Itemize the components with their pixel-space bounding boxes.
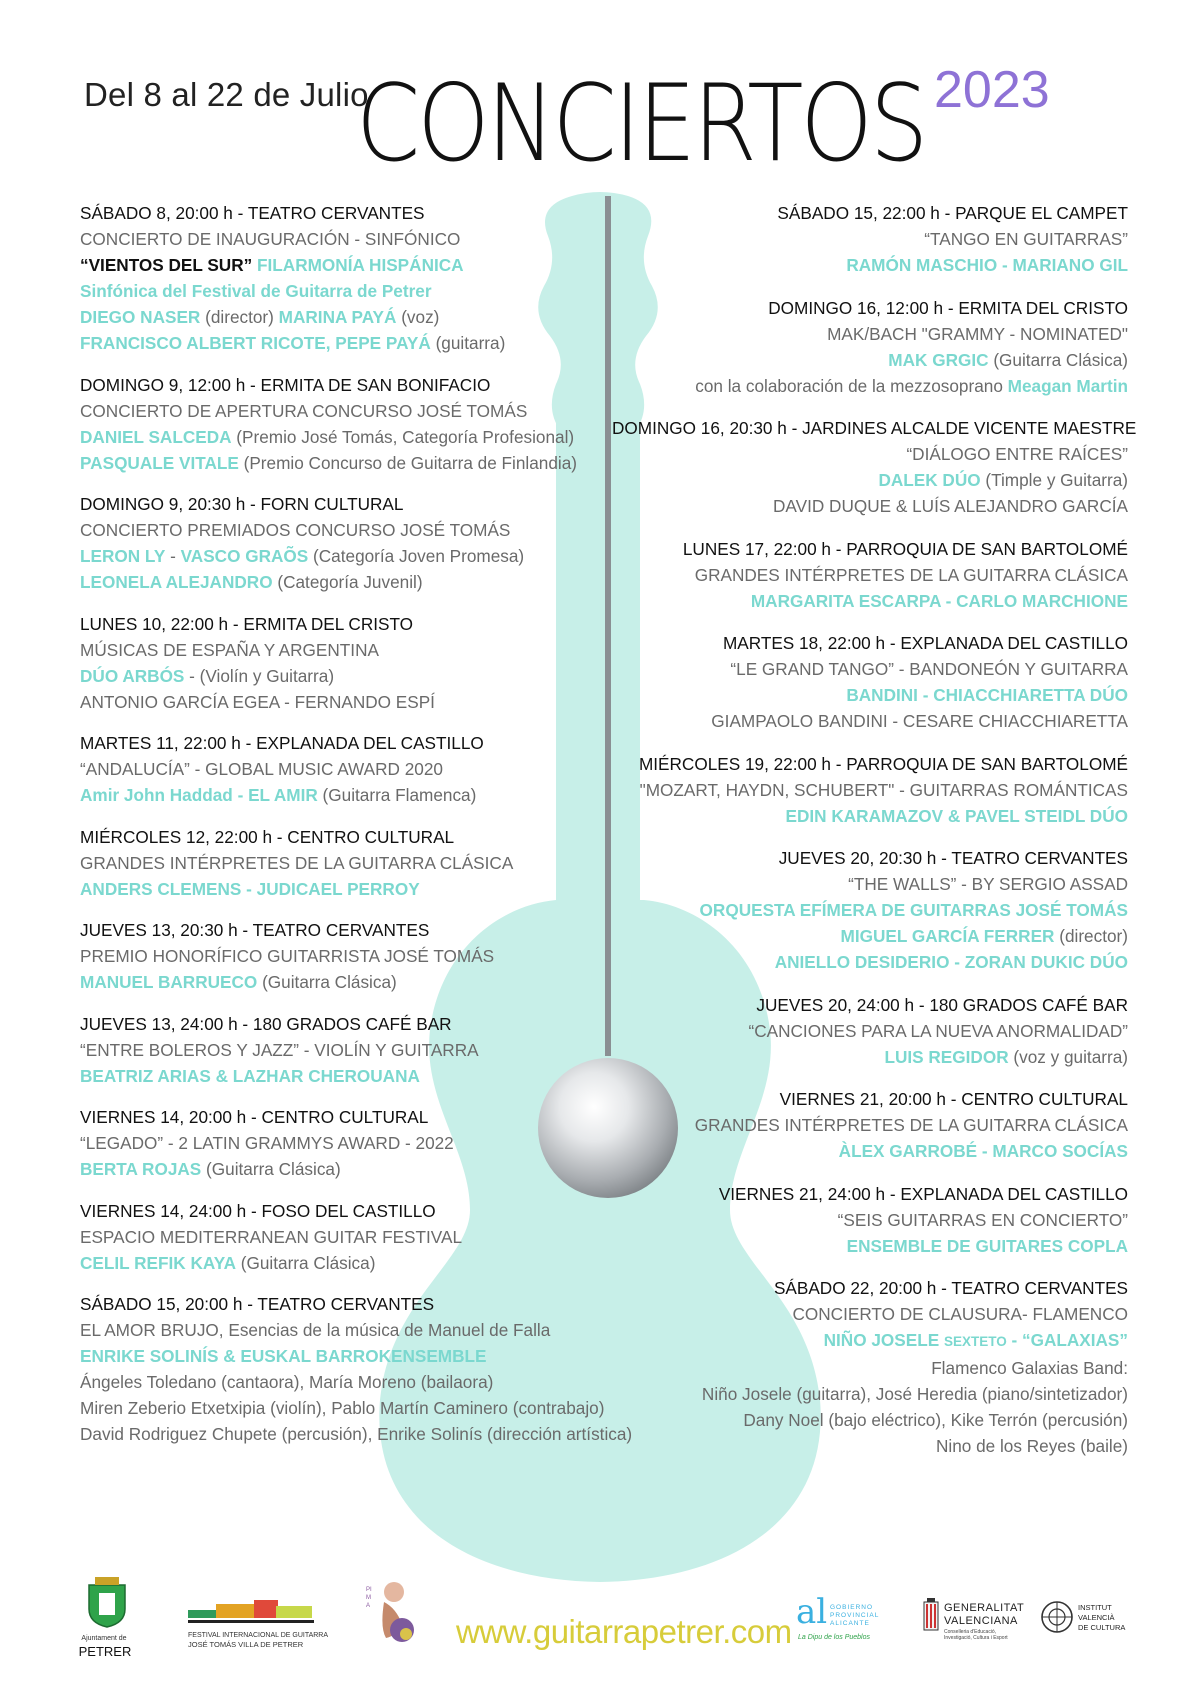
event-line bbox=[80, 1063, 600, 1089]
event-line bbox=[612, 871, 1128, 897]
performer-name: Sinfónica del Festival de Guitarra de Petrer bbox=[80, 281, 432, 301]
event-detail-text: “THE WALLS” - BY SERGIO ASSAD bbox=[848, 874, 1128, 894]
pima-logo bbox=[366, 1578, 416, 1648]
event-detail-text: GIAMPAOLO BANDINI - CESARE CHIACCHIARETTA bbox=[711, 711, 1128, 731]
event-detail-text: PREMIO HONORÍFICO GUITARRISTA JOSÉ TOMÁS bbox=[80, 946, 495, 966]
event-detail-text: “ANDALUCÍA” - GLOBAL MUSIC AWARD 2020 bbox=[80, 759, 443, 779]
generalitat-line3: Conselleria d'Educació, bbox=[944, 1629, 997, 1635]
event-detail-text: “ENTRE BOLEROS Y JAZZ” - VIOLÍN Y GUITARRA bbox=[80, 1039, 479, 1060]
performer-name: MAK GRGIC bbox=[888, 349, 989, 370]
festival-mark-icon bbox=[188, 1600, 314, 1626]
performer-name: ORQUESTA EFÍMERA DE GUITARRAS JOSÉ TOMÁS bbox=[699, 900, 1128, 920]
event-title-text: JUEVES 13, 20:30 h - TEATRO CERVANTES bbox=[80, 920, 430, 940]
performer-name: DÚO ARBÓS bbox=[80, 665, 185, 686]
event-block bbox=[612, 1086, 1128, 1164]
event-line bbox=[612, 708, 1128, 734]
event-title-text: MIÉRCOLES 19, 22:00 h - PARROQUIA DE SAN BARTOLOMÉ bbox=[638, 753, 1128, 774]
generalitat-line4: Investigació, Cultura i Esport bbox=[944, 1635, 1008, 1641]
event-heading bbox=[612, 1181, 1128, 1207]
event-detail-text: “SEIS GUITARRAS EN CONCIERTO” bbox=[837, 1209, 1128, 1230]
event-heading bbox=[80, 491, 600, 517]
event-detail-text: - (Violín y Guitarra) bbox=[184, 665, 335, 686]
event-line bbox=[80, 756, 600, 782]
event-detail-text: “CANCIONES PARA LA NUEVA ANORMALIDAD” bbox=[748, 1020, 1128, 1041]
diputacion-line3: ALICANTE bbox=[830, 1620, 870, 1627]
performer-name: BANDINI - CHIACCHIARETTA DÚO bbox=[846, 685, 1128, 705]
performer-name: DANIEL SALCEDA bbox=[80, 426, 232, 447]
event-block bbox=[612, 845, 1128, 975]
performer-name: ANDERS CLEMENS - JUDICAEL PERROY bbox=[80, 878, 420, 899]
events-left-column bbox=[80, 200, 633, 1447]
performer-name: - “GALAXIAS” bbox=[1006, 1330, 1128, 1350]
event-detail-text: (Categoría Joven Promesa) bbox=[308, 546, 525, 566]
event-line bbox=[80, 1395, 605, 1421]
event-heading bbox=[80, 1011, 600, 1037]
diputacion-line1: GOBIERNO bbox=[830, 1604, 874, 1611]
event-block bbox=[612, 415, 1137, 519]
performer-name: MARGARITA ESCARPA - CARLO MARCHIONE bbox=[750, 590, 1128, 611]
event-detail-text: Nino de los Reyes (baile) bbox=[935, 1436, 1128, 1456]
event-block bbox=[612, 751, 1128, 829]
event-line bbox=[80, 969, 600, 995]
ivc-line3: DE CULTURA bbox=[1078, 1623, 1126, 1632]
event-heading bbox=[80, 611, 600, 637]
ivc-line1: INSTITUT bbox=[1078, 1603, 1112, 1612]
performer-name: FRANCISCO ALBERT RICOTE, PEPE PAYÁ bbox=[80, 333, 431, 353]
event-heading bbox=[80, 824, 600, 850]
event-detail-text: Niño Josele (guitarra), José Heredia (piano/sintetizador) bbox=[701, 1384, 1128, 1404]
festival-logo-line2: JOSÉ TOMÁS VILLA DE PETRER bbox=[188, 1640, 304, 1649]
performer-name: VASCO GRAÕS bbox=[180, 546, 309, 566]
event-block bbox=[612, 1181, 1128, 1259]
event-heading bbox=[612, 415, 1137, 441]
event-line bbox=[80, 850, 600, 876]
event-detail-text: EL AMOR BRUJO, Esencias de la música de Manuel de Falla bbox=[80, 1320, 551, 1340]
event-line bbox=[612, 1355, 1128, 1381]
event-block bbox=[80, 1104, 600, 1182]
event-block bbox=[612, 1275, 1128, 1459]
event-line bbox=[612, 588, 1128, 614]
event-line bbox=[612, 1381, 1128, 1407]
event-block bbox=[80, 917, 600, 995]
event-line bbox=[612, 923, 1128, 949]
performer-name: NIÑO JOSELE bbox=[823, 1330, 944, 1350]
event-line bbox=[612, 373, 1128, 399]
petrer-logo-name: PETRER bbox=[78, 1644, 132, 1659]
event-title-text: JUEVES 20, 20:30 h - TEATRO CERVANTES bbox=[778, 848, 1128, 868]
event-title-text: “VIENTOS DEL SUR” bbox=[80, 255, 258, 275]
performer-name: ENRIKE SOLINÍS & EUSKAL BARROKENSEMBLE bbox=[80, 1346, 487, 1366]
event-title-text: SÁBADO 22, 20:00 h - TEATRO CERVANTES bbox=[773, 1278, 1128, 1298]
event-heading bbox=[612, 295, 1128, 321]
event-heading bbox=[80, 730, 600, 756]
ivc-circle-icon bbox=[1040, 1600, 1074, 1634]
performer-name: RAMÓN MASCHIO - MARIANO GIL bbox=[846, 255, 1128, 275]
event-block bbox=[612, 630, 1128, 734]
event-block bbox=[612, 536, 1128, 614]
performer-name: FILARMONÍA HISPÁNICA bbox=[257, 255, 464, 275]
event-detail-text: David Rodriguez Chupete (percusión), Enrike Solinís (dirección artística) bbox=[80, 1424, 633, 1444]
event-detail-text: Flamenco Galaxias Band: bbox=[931, 1358, 1128, 1378]
event-heading bbox=[612, 536, 1128, 562]
event-block bbox=[80, 372, 600, 476]
event-title-text: DOMINGO 16, 12:00 h - ERMITA DEL CRISTO bbox=[768, 297, 1128, 318]
event-line bbox=[612, 1407, 1128, 1433]
event-line bbox=[80, 1037, 600, 1063]
event-title-text: SÁBADO 15, 20:00 h - TEATRO CERVANTES bbox=[80, 1294, 435, 1314]
event-detail-text: “TANGO EN GUITARRAS” bbox=[924, 229, 1128, 249]
generalitat-line2: VALENCIANA bbox=[944, 1615, 1018, 1627]
event-line bbox=[80, 689, 600, 715]
event-detail-text: (Timple y Guitarra) bbox=[980, 470, 1128, 490]
event-block bbox=[80, 730, 600, 808]
event-line bbox=[612, 1301, 1128, 1327]
ivc-line2: VALENCIÀ bbox=[1078, 1613, 1115, 1622]
diputacion-tagline: La Dipu de los Pueblos bbox=[798, 1634, 870, 1641]
festival-logo bbox=[188, 1600, 329, 1649]
event-line bbox=[80, 943, 600, 969]
event-heading bbox=[80, 200, 600, 226]
event-heading bbox=[612, 992, 1128, 1018]
performer-name: BEATRIZ ARIAS & LAZHAR CHEROUANA bbox=[80, 1065, 420, 1086]
event-detail-text: “DIÁLOGO ENTRE RAÍCES” bbox=[906, 444, 1128, 464]
event-title-text: VIERNES 21, 24:00 h - EXPLANADA DEL CASTILLO bbox=[718, 1183, 1128, 1204]
event-title-text: LUNES 17, 22:00 h - PARROQUIA DE SAN BARTOLOMÉ bbox=[682, 538, 1128, 559]
event-line bbox=[612, 1044, 1128, 1070]
event-heading bbox=[612, 630, 1128, 656]
event-line bbox=[612, 777, 1128, 803]
event-line bbox=[612, 656, 1128, 682]
event-heading bbox=[80, 917, 600, 943]
event-detail-text: Miren Zeberio Etxetxipia (violín), Pablo Martín Caminero (contrabajo) bbox=[80, 1398, 605, 1418]
guitar-string bbox=[605, 196, 611, 1056]
event-line bbox=[80, 876, 600, 902]
event-line bbox=[80, 304, 600, 330]
event-title-text: VIERNES 14, 24:00 h - FOSO DEL CASTILLO bbox=[80, 1200, 436, 1221]
event-block bbox=[80, 1011, 600, 1089]
performer-name: SEXTETO bbox=[943, 1334, 1007, 1349]
event-detail-text: ESPACIO MEDITERRANEAN GUITAR FESTIVAL bbox=[80, 1226, 462, 1247]
event-title-text: MARTES 11, 22:00 h - EXPLANADA DEL CASTILLO bbox=[80, 733, 484, 753]
event-block bbox=[80, 491, 600, 595]
event-detail-text: “LE GRAND TANGO” - BANDONEÓN Y GUITARRA bbox=[730, 659, 1128, 679]
event-detail-text: Dany Noel (bajo eléctrico), Kike Terrón (percusión) bbox=[743, 1410, 1128, 1430]
event-line bbox=[612, 1207, 1128, 1233]
event-detail-text: (Guitarra Clásica) bbox=[988, 349, 1128, 370]
event-detail-text: (director) bbox=[200, 307, 279, 327]
performer-name: LEONELA ALEJANDRO bbox=[80, 572, 273, 592]
event-line bbox=[80, 450, 600, 476]
event-line bbox=[80, 782, 600, 808]
event-line bbox=[80, 543, 600, 569]
performer-name: BERTA ROJAS bbox=[80, 1159, 202, 1179]
event-line bbox=[80, 1250, 600, 1276]
event-detail-text: (Categoría Juvenil) bbox=[272, 572, 423, 592]
event-title-text: VIERNES 14, 20:00 h - CENTRO CULTURAL bbox=[80, 1107, 429, 1127]
event-block bbox=[612, 295, 1128, 399]
event-line bbox=[80, 252, 600, 278]
performer-name: Meagan Martin bbox=[1007, 375, 1128, 396]
generalitat-line1: GENERALITAT bbox=[944, 1602, 1025, 1614]
event-line bbox=[80, 637, 600, 663]
performer-name: MANUEL BARRUECO bbox=[80, 972, 258, 992]
event-title-text: SÁBADO 15, 22:00 h - PARQUE EL CAMPET bbox=[777, 203, 1128, 223]
event-line bbox=[80, 569, 600, 595]
event-line bbox=[612, 897, 1128, 923]
event-detail-text: (voz y guitarra) bbox=[1008, 1046, 1128, 1067]
diputacion-line2: PROVINCIAL bbox=[830, 1612, 880, 1619]
event-detail-text: DAVID DUQUE & LUÍS ALEJANDRO GARCÍA bbox=[773, 496, 1128, 516]
diputacion-mark: al bbox=[796, 1592, 828, 1632]
performer-name: EDIN KARAMAZOV & PAVEL STEIDL DÚO bbox=[785, 805, 1128, 826]
event-line bbox=[612, 493, 1128, 519]
event-detail-text: (Guitarra Flamenca) bbox=[317, 785, 477, 805]
event-detail-text: GRANDES INTÉRPRETES DE LA GUITARRA CLÁSICA bbox=[694, 564, 1128, 585]
event-line bbox=[612, 803, 1128, 829]
event-heading bbox=[80, 1291, 600, 1317]
generalitat-logo bbox=[922, 1598, 1032, 1648]
event-detail-text: GRANDES INTÉRPRETES DE LA GUITARRA CLÁSICA bbox=[694, 1115, 1128, 1135]
event-detail-text: GRANDES INTÉRPRETES DE LA GUITARRA CLÁSICA bbox=[80, 852, 514, 873]
event-line bbox=[612, 347, 1128, 373]
website-link[interactable]: www.guitarrapetrer.com bbox=[456, 1613, 792, 1650]
event-title-text: MARTES 18, 22:00 h - EXPLANADA DEL CASTILLO bbox=[722, 633, 1128, 653]
event-line bbox=[80, 398, 600, 424]
generalitat-crest-icon bbox=[922, 1598, 940, 1638]
event-line bbox=[612, 949, 1128, 975]
pima-logo-text: PIMA bbox=[366, 1587, 372, 1609]
event-line bbox=[80, 1130, 600, 1156]
event-heading bbox=[612, 200, 1128, 226]
event-line bbox=[80, 226, 600, 252]
event-line bbox=[80, 1369, 600, 1395]
event-detail-text: - bbox=[165, 546, 181, 566]
festival-logo-line1: FESTIVAL INTERNACIONAL DE GUITARRA bbox=[188, 1632, 329, 1639]
event-line bbox=[612, 1433, 1128, 1459]
event-line bbox=[612, 252, 1128, 278]
event-heading bbox=[612, 1275, 1128, 1301]
event-line bbox=[612, 1018, 1128, 1044]
event-title-text: VIERNES 21, 20:00 h - CENTRO CULTURAL bbox=[779, 1089, 1128, 1109]
performer-name: CELIL REFIK KAYA bbox=[80, 1252, 236, 1273]
event-block bbox=[612, 992, 1128, 1070]
event-line bbox=[80, 1317, 600, 1343]
event-title-text: DOMINGO 9, 12:00 h - ERMITA DE SAN BONIFACIO bbox=[80, 374, 491, 395]
event-detail-text: (Premio José Tomás, Categoría Profesional) bbox=[231, 426, 575, 447]
performer-name: MIGUEL GARCÍA FERRER bbox=[840, 926, 1055, 946]
event-heading bbox=[80, 372, 600, 398]
event-line bbox=[80, 424, 600, 450]
event-title-text: JUEVES 20, 24:00 h - 180 GRADOS CAFÉ BAR bbox=[756, 994, 1128, 1015]
event-line bbox=[80, 1421, 633, 1447]
event-block bbox=[80, 1198, 600, 1276]
diputacion-logo bbox=[796, 1592, 906, 1648]
event-line bbox=[80, 1156, 600, 1182]
event-line bbox=[80, 517, 600, 543]
event-title-text: DOMINGO 16, 20:30 h - JARDINES ALCALDE VICENTE MAESTRE bbox=[612, 418, 1137, 438]
event-title-text: DOMINGO 9, 20:30 h - FORN CULTURAL bbox=[80, 494, 404, 514]
event-detail-text: CONCIERTO DE CLAUSURA- FLAMENCO bbox=[792, 1304, 1128, 1324]
event-title-text: JUEVES 13, 24:00 h - 180 GRADOS CAFÉ BAR bbox=[80, 1013, 452, 1034]
festival-year: 2023 bbox=[934, 61, 1050, 119]
ivc-logo bbox=[1040, 1600, 1130, 1640]
event-detail-text: MÚSICAS DE ESPAÑA Y ARGENTINA bbox=[80, 639, 379, 660]
event-line bbox=[80, 330, 600, 356]
event-detail-text: ANTONIO GARCÍA EGEA - FERNANDO ESPÍ bbox=[80, 691, 435, 712]
performer-name: ANIELLO DESIDERIO - ZORAN DUKIC DÚO bbox=[774, 952, 1128, 972]
event-detail-text: (voz) bbox=[396, 307, 440, 327]
petrer-logo bbox=[80, 1575, 134, 1659]
event-heading bbox=[612, 845, 1128, 871]
performer-name: ENSEMBLE DE GUITARES COPLA bbox=[846, 1235, 1128, 1256]
event-line bbox=[612, 321, 1128, 347]
event-title-text: SÁBADO 8, 20:00 h - TEATRO CERVANTES bbox=[80, 203, 425, 223]
performer-name: DALEK DÚO bbox=[878, 470, 981, 490]
event-line bbox=[612, 1233, 1128, 1259]
performer-name: Amir John Haddad - EL AMIR bbox=[80, 785, 318, 805]
event-line bbox=[612, 1112, 1128, 1138]
date-range: Del 8 al 22 de Julio bbox=[84, 76, 369, 113]
performer-name: PASQUALE VITALE bbox=[80, 452, 239, 473]
performer-name: ÀLEX GARROBÉ - MARCO SOCÍAS bbox=[838, 1141, 1128, 1161]
event-line bbox=[612, 226, 1128, 252]
event-detail-text: MAK/BACH "GRAMMY - NOMINATED" bbox=[827, 323, 1128, 344]
performer-name: LERON LY bbox=[80, 546, 166, 566]
event-block bbox=[80, 1291, 633, 1447]
event-detail-text: "MOZART, HAYDN, SCHUBERT" - GUITARRAS ROMÁNTICAS bbox=[639, 779, 1128, 800]
event-heading bbox=[80, 1198, 600, 1224]
performer-name: LUIS REGIDOR bbox=[884, 1046, 1009, 1067]
event-detail-text: (guitarra) bbox=[430, 333, 506, 353]
event-detail-text: (Guitarra Clásica) bbox=[201, 1159, 341, 1179]
event-detail-text: “LEGADO” - 2 LATIN GRAMMYS AWARD - 2022 bbox=[80, 1133, 454, 1153]
event-heading bbox=[612, 751, 1128, 777]
event-detail-text: CONCIERTO DE APERTURA CONCURSO JOSÉ TOMÁS bbox=[80, 400, 528, 421]
events-right-column bbox=[612, 200, 1137, 1459]
event-block bbox=[80, 611, 600, 715]
event-line bbox=[612, 467, 1128, 493]
performer-name: DIEGO NASER bbox=[80, 307, 201, 327]
event-detail-text: con la colaboración de la mezzosoprano bbox=[695, 375, 1008, 396]
event-line bbox=[80, 1224, 600, 1250]
petrer-shield-icon bbox=[85, 1575, 129, 1629]
event-detail-text: CONCIERTO PREMIADOS CONCURSO JOSÉ TOMÁS bbox=[80, 520, 511, 540]
performer-name: MARINA PAYÁ bbox=[278, 307, 397, 327]
event-title-text: MIÉRCOLES 12, 22:00 h - CENTRO CULTURAL bbox=[80, 826, 455, 847]
event-line bbox=[80, 278, 600, 304]
event-detail-text: (Guitarra Clásica) bbox=[236, 1252, 376, 1273]
event-detail-text: (director) bbox=[1054, 926, 1128, 946]
event-block bbox=[612, 200, 1128, 278]
event-detail-text: Ángeles Toledano (cantaora), María Moreno (bailaora) bbox=[80, 1372, 494, 1392]
event-line bbox=[80, 663, 600, 689]
event-line bbox=[612, 441, 1128, 467]
event-block bbox=[80, 824, 600, 902]
event-line bbox=[612, 562, 1128, 588]
event-heading bbox=[80, 1104, 600, 1130]
event-line bbox=[612, 1327, 1128, 1355]
event-line bbox=[80, 1343, 600, 1369]
event-line bbox=[612, 1138, 1128, 1164]
event-heading bbox=[612, 1086, 1128, 1112]
event-title-text: LUNES 10, 22:00 h - ERMITA DEL CRISTO bbox=[80, 613, 414, 634]
event-block bbox=[80, 200, 600, 356]
event-detail-text: (Premio Concurso de Guitarra de Finlandia) bbox=[238, 452, 578, 473]
event-line bbox=[612, 682, 1128, 708]
petrer-logo-small: Ajuntament de bbox=[81, 1635, 127, 1642]
page-title: CONCIERTOS bbox=[356, 62, 926, 186]
event-detail-text: CONCIERTO DE INAUGURACIÓN - SINFÓNICO bbox=[80, 229, 461, 249]
event-detail-text: (Guitarra Clásica) bbox=[257, 972, 397, 992]
